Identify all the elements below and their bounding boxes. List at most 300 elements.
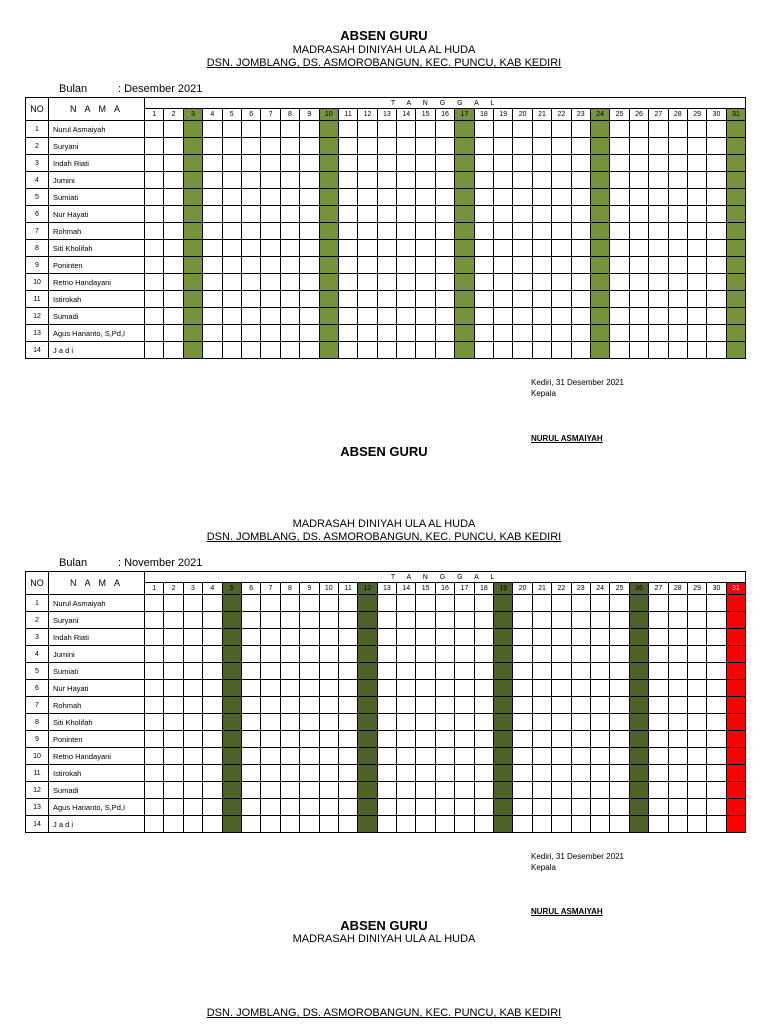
attendance-cell[interactable] (610, 155, 629, 172)
attendance-cell[interactable] (319, 155, 338, 172)
attendance-cell[interactable] (532, 138, 551, 155)
attendance-cell[interactable] (397, 595, 416, 612)
attendance-cell[interactable] (183, 646, 202, 663)
attendance-cell[interactable] (687, 240, 706, 257)
attendance-cell[interactable] (726, 646, 745, 663)
attendance-cell[interactable] (183, 121, 202, 138)
attendance-cell[interactable] (241, 782, 260, 799)
attendance-cell[interactable] (261, 595, 280, 612)
attendance-cell[interactable] (687, 274, 706, 291)
attendance-cell[interactable] (629, 697, 648, 714)
attendance-cell[interactable] (513, 325, 532, 342)
attendance-cell[interactable] (494, 731, 513, 748)
attendance-cell[interactable] (455, 782, 474, 799)
attendance-cell[interactable] (338, 799, 357, 816)
attendance-cell[interactable] (455, 155, 474, 172)
attendance-cell[interactable] (183, 257, 202, 274)
attendance-cell[interactable] (668, 748, 687, 765)
attendance-cell[interactable] (300, 595, 319, 612)
attendance-cell[interactable] (241, 663, 260, 680)
attendance-cell[interactable] (726, 325, 745, 342)
attendance-cell[interactable] (513, 308, 532, 325)
attendance-cell[interactable] (629, 765, 648, 782)
attendance-cell[interactable] (494, 697, 513, 714)
attendance-cell[interactable] (435, 595, 454, 612)
attendance-cell[interactable] (494, 240, 513, 257)
attendance-cell[interactable] (726, 206, 745, 223)
attendance-cell[interactable] (455, 680, 474, 697)
attendance-cell[interactable] (203, 714, 222, 731)
attendance-cell[interactable] (629, 138, 648, 155)
attendance-cell[interactable] (707, 291, 726, 308)
attendance-cell[interactable] (416, 223, 435, 240)
attendance-cell[interactable] (145, 274, 164, 291)
attendance-cell[interactable] (300, 782, 319, 799)
attendance-cell[interactable] (241, 274, 260, 291)
attendance-cell[interactable] (319, 748, 338, 765)
attendance-cell[interactable] (319, 714, 338, 731)
attendance-cell[interactable] (707, 325, 726, 342)
attendance-cell[interactable] (183, 595, 202, 612)
attendance-cell[interactable] (377, 138, 396, 155)
attendance-cell[interactable] (532, 765, 551, 782)
attendance-cell[interactable] (552, 680, 571, 697)
attendance-cell[interactable] (494, 680, 513, 697)
attendance-cell[interactable] (164, 138, 183, 155)
attendance-cell[interactable] (280, 748, 299, 765)
attendance-cell[interactable] (532, 308, 551, 325)
attendance-cell[interactable] (416, 257, 435, 274)
attendance-cell[interactable] (435, 172, 454, 189)
attendance-cell[interactable] (726, 680, 745, 697)
attendance-cell[interactable] (687, 731, 706, 748)
attendance-cell[interactable] (319, 325, 338, 342)
attendance-cell[interactable] (377, 680, 396, 697)
attendance-cell[interactable] (222, 274, 241, 291)
attendance-cell[interactable] (610, 612, 629, 629)
attendance-cell[interactable] (397, 748, 416, 765)
attendance-cell[interactable] (377, 342, 396, 359)
attendance-cell[interactable] (726, 697, 745, 714)
attendance-cell[interactable] (319, 240, 338, 257)
attendance-cell[interactable] (203, 274, 222, 291)
attendance-cell[interactable] (668, 816, 687, 833)
attendance-cell[interactable] (707, 206, 726, 223)
attendance-cell[interactable] (145, 765, 164, 782)
attendance-cell[interactable] (241, 680, 260, 697)
attendance-cell[interactable] (494, 816, 513, 833)
attendance-cell[interactable] (241, 748, 260, 765)
attendance-cell[interactable] (668, 172, 687, 189)
attendance-cell[interactable] (183, 680, 202, 697)
attendance-cell[interactable] (358, 121, 377, 138)
attendance-cell[interactable] (358, 342, 377, 359)
attendance-cell[interactable] (649, 680, 668, 697)
attendance-cell[interactable] (474, 816, 493, 833)
attendance-cell[interactable] (203, 155, 222, 172)
attendance-cell[interactable] (377, 799, 396, 816)
attendance-cell[interactable] (474, 172, 493, 189)
attendance-cell[interactable] (455, 308, 474, 325)
attendance-cell[interactable] (532, 646, 551, 663)
attendance-cell[interactable] (435, 138, 454, 155)
attendance-cell[interactable] (203, 257, 222, 274)
attendance-cell[interactable] (416, 816, 435, 833)
attendance-cell[interactable] (494, 257, 513, 274)
attendance-cell[interactable] (280, 325, 299, 342)
attendance-cell[interactable] (474, 325, 493, 342)
attendance-cell[interactable] (552, 799, 571, 816)
attendance-cell[interactable] (629, 240, 648, 257)
attendance-cell[interactable] (203, 206, 222, 223)
attendance-cell[interactable] (203, 223, 222, 240)
attendance-cell[interactable] (513, 714, 532, 731)
attendance-cell[interactable] (338, 663, 357, 680)
attendance-cell[interactable] (590, 291, 609, 308)
attendance-cell[interactable] (494, 629, 513, 646)
attendance-cell[interactable] (377, 782, 396, 799)
attendance-cell[interactable] (668, 663, 687, 680)
attendance-cell[interactable] (513, 731, 532, 748)
attendance-cell[interactable] (532, 121, 551, 138)
attendance-cell[interactable] (474, 629, 493, 646)
attendance-cell[interactable] (183, 138, 202, 155)
attendance-cell[interactable] (338, 680, 357, 697)
attendance-cell[interactable] (145, 680, 164, 697)
attendance-cell[interactable] (241, 223, 260, 240)
attendance-cell[interactable] (726, 172, 745, 189)
attendance-cell[interactable] (707, 240, 726, 257)
attendance-cell[interactable] (241, 325, 260, 342)
attendance-cell[interactable] (261, 748, 280, 765)
attendance-cell[interactable] (590, 646, 609, 663)
attendance-cell[interactable] (571, 612, 590, 629)
attendance-cell[interactable] (377, 325, 396, 342)
attendance-cell[interactable] (300, 138, 319, 155)
attendance-cell[interactable] (455, 189, 474, 206)
attendance-cell[interactable] (435, 291, 454, 308)
attendance-cell[interactable] (280, 240, 299, 257)
attendance-cell[interactable] (474, 646, 493, 663)
attendance-cell[interactable] (474, 731, 493, 748)
attendance-cell[interactable] (649, 646, 668, 663)
attendance-cell[interactable] (145, 816, 164, 833)
attendance-cell[interactable] (377, 291, 396, 308)
attendance-cell[interactable] (610, 816, 629, 833)
attendance-cell[interactable] (241, 595, 260, 612)
attendance-cell[interactable] (455, 595, 474, 612)
attendance-cell[interactable] (416, 325, 435, 342)
attendance-cell[interactable] (338, 155, 357, 172)
attendance-cell[interactable] (687, 748, 706, 765)
attendance-cell[interactable] (203, 816, 222, 833)
attendance-cell[interactable] (203, 731, 222, 748)
attendance-cell[interactable] (552, 714, 571, 731)
attendance-cell[interactable] (145, 308, 164, 325)
attendance-cell[interactable] (629, 782, 648, 799)
attendance-cell[interactable] (145, 240, 164, 257)
attendance-cell[interactable] (222, 816, 241, 833)
attendance-cell[interactable] (300, 680, 319, 697)
attendance-cell[interactable] (338, 646, 357, 663)
attendance-cell[interactable] (164, 291, 183, 308)
attendance-cell[interactable] (552, 121, 571, 138)
attendance-cell[interactable] (222, 663, 241, 680)
attendance-cell[interactable] (300, 172, 319, 189)
attendance-cell[interactable] (280, 257, 299, 274)
attendance-cell[interactable] (280, 799, 299, 816)
attendance-cell[interactable] (435, 663, 454, 680)
attendance-cell[interactable] (494, 612, 513, 629)
attendance-cell[interactable] (377, 731, 396, 748)
attendance-cell[interactable] (571, 257, 590, 274)
attendance-cell[interactable] (571, 274, 590, 291)
attendance-cell[interactable] (261, 274, 280, 291)
attendance-cell[interactable] (552, 291, 571, 308)
attendance-cell[interactable] (629, 612, 648, 629)
attendance-cell[interactable] (222, 612, 241, 629)
attendance-cell[interactable] (474, 223, 493, 240)
attendance-cell[interactable] (241, 612, 260, 629)
attendance-cell[interactable] (455, 325, 474, 342)
attendance-cell[interactable] (668, 799, 687, 816)
attendance-cell[interactable] (552, 223, 571, 240)
attendance-cell[interactable] (397, 697, 416, 714)
attendance-cell[interactable] (261, 172, 280, 189)
attendance-cell[interactable] (377, 121, 396, 138)
attendance-cell[interactable] (222, 308, 241, 325)
attendance-cell[interactable] (552, 257, 571, 274)
attendance-cell[interactable] (726, 308, 745, 325)
attendance-cell[interactable] (241, 155, 260, 172)
attendance-cell[interactable] (707, 663, 726, 680)
attendance-cell[interactable] (455, 240, 474, 257)
attendance-cell[interactable] (377, 308, 396, 325)
attendance-cell[interactable] (300, 799, 319, 816)
attendance-cell[interactable] (145, 748, 164, 765)
attendance-cell[interactable] (590, 308, 609, 325)
attendance-cell[interactable] (726, 121, 745, 138)
attendance-cell[interactable] (416, 697, 435, 714)
attendance-cell[interactable] (494, 189, 513, 206)
attendance-cell[interactable] (241, 731, 260, 748)
attendance-cell[interactable] (416, 155, 435, 172)
attendance-cell[interactable] (261, 342, 280, 359)
attendance-cell[interactable] (164, 308, 183, 325)
attendance-cell[interactable] (513, 121, 532, 138)
attendance-cell[interactable] (183, 748, 202, 765)
attendance-cell[interactable] (552, 206, 571, 223)
attendance-cell[interactable] (474, 257, 493, 274)
attendance-cell[interactable] (571, 646, 590, 663)
attendance-cell[interactable] (241, 714, 260, 731)
attendance-cell[interactable] (668, 240, 687, 257)
attendance-cell[interactable] (513, 612, 532, 629)
attendance-cell[interactable] (455, 172, 474, 189)
attendance-cell[interactable] (203, 782, 222, 799)
attendance-cell[interactable] (571, 189, 590, 206)
attendance-cell[interactable] (203, 138, 222, 155)
attendance-cell[interactable] (183, 172, 202, 189)
attendance-cell[interactable] (571, 697, 590, 714)
attendance-cell[interactable] (552, 748, 571, 765)
attendance-cell[interactable] (590, 325, 609, 342)
attendance-cell[interactable] (358, 257, 377, 274)
attendance-cell[interactable] (474, 206, 493, 223)
attendance-cell[interactable] (455, 612, 474, 629)
attendance-cell[interactable] (377, 189, 396, 206)
attendance-cell[interactable] (707, 172, 726, 189)
attendance-cell[interactable] (416, 172, 435, 189)
attendance-cell[interactable] (726, 257, 745, 274)
attendance-cell[interactable] (319, 697, 338, 714)
attendance-cell[interactable] (416, 274, 435, 291)
attendance-cell[interactable] (203, 342, 222, 359)
attendance-cell[interactable] (397, 765, 416, 782)
attendance-cell[interactable] (629, 646, 648, 663)
attendance-cell[interactable] (300, 257, 319, 274)
attendance-cell[interactable] (590, 629, 609, 646)
attendance-cell[interactable] (183, 291, 202, 308)
attendance-cell[interactable] (571, 595, 590, 612)
attendance-cell[interactable] (300, 629, 319, 646)
attendance-cell[interactable] (590, 172, 609, 189)
attendance-cell[interactable] (707, 799, 726, 816)
attendance-cell[interactable] (571, 663, 590, 680)
attendance-cell[interactable] (261, 308, 280, 325)
attendance-cell[interactable] (552, 663, 571, 680)
attendance-cell[interactable] (455, 714, 474, 731)
attendance-cell[interactable] (726, 731, 745, 748)
attendance-cell[interactable] (280, 138, 299, 155)
attendance-cell[interactable] (261, 155, 280, 172)
attendance-cell[interactable] (494, 342, 513, 359)
attendance-cell[interactable] (532, 155, 551, 172)
attendance-cell[interactable] (397, 782, 416, 799)
attendance-cell[interactable] (532, 325, 551, 342)
attendance-cell[interactable] (377, 257, 396, 274)
attendance-cell[interactable] (397, 342, 416, 359)
attendance-cell[interactable] (532, 595, 551, 612)
attendance-cell[interactable] (707, 731, 726, 748)
attendance-cell[interactable] (649, 206, 668, 223)
attendance-cell[interactable] (416, 680, 435, 697)
attendance-cell[interactable] (590, 782, 609, 799)
attendance-cell[interactable] (338, 240, 357, 257)
attendance-cell[interactable] (513, 799, 532, 816)
attendance-cell[interactable] (358, 782, 377, 799)
attendance-cell[interactable] (513, 663, 532, 680)
attendance-cell[interactable] (532, 629, 551, 646)
attendance-cell[interactable] (416, 595, 435, 612)
attendance-cell[interactable] (416, 663, 435, 680)
attendance-cell[interactable] (203, 612, 222, 629)
attendance-cell[interactable] (707, 308, 726, 325)
attendance-cell[interactable] (319, 308, 338, 325)
attendance-cell[interactable] (707, 748, 726, 765)
attendance-cell[interactable] (241, 629, 260, 646)
attendance-cell[interactable] (687, 155, 706, 172)
attendance-cell[interactable] (183, 799, 202, 816)
attendance-cell[interactable] (571, 748, 590, 765)
attendance-cell[interactable] (474, 765, 493, 782)
attendance-cell[interactable] (552, 595, 571, 612)
attendance-cell[interactable] (338, 612, 357, 629)
attendance-cell[interactable] (726, 816, 745, 833)
attendance-cell[interactable] (203, 680, 222, 697)
attendance-cell[interactable] (571, 172, 590, 189)
attendance-cell[interactable] (629, 799, 648, 816)
attendance-cell[interactable] (397, 121, 416, 138)
attendance-cell[interactable] (397, 663, 416, 680)
attendance-cell[interactable] (610, 206, 629, 223)
attendance-cell[interactable] (280, 172, 299, 189)
attendance-cell[interactable] (687, 138, 706, 155)
attendance-cell[interactable] (687, 799, 706, 816)
attendance-cell[interactable] (435, 697, 454, 714)
attendance-cell[interactable] (397, 172, 416, 189)
attendance-cell[interactable] (397, 629, 416, 646)
attendance-cell[interactable] (164, 697, 183, 714)
attendance-cell[interactable] (261, 206, 280, 223)
attendance-cell[interactable] (649, 189, 668, 206)
attendance-cell[interactable] (300, 646, 319, 663)
attendance-cell[interactable] (649, 697, 668, 714)
attendance-cell[interactable] (397, 646, 416, 663)
attendance-cell[interactable] (552, 342, 571, 359)
attendance-cell[interactable] (397, 240, 416, 257)
attendance-cell[interactable] (474, 663, 493, 680)
attendance-cell[interactable] (358, 697, 377, 714)
attendance-cell[interactable] (494, 325, 513, 342)
attendance-cell[interactable] (261, 629, 280, 646)
attendance-cell[interactable] (610, 223, 629, 240)
attendance-cell[interactable] (164, 765, 183, 782)
attendance-cell[interactable] (145, 697, 164, 714)
attendance-cell[interactable] (687, 172, 706, 189)
attendance-cell[interactable] (300, 816, 319, 833)
attendance-cell[interactable] (164, 223, 183, 240)
attendance-cell[interactable] (300, 731, 319, 748)
attendance-cell[interactable] (145, 291, 164, 308)
attendance-cell[interactable] (358, 291, 377, 308)
attendance-cell[interactable] (455, 257, 474, 274)
attendance-cell[interactable] (707, 223, 726, 240)
attendance-cell[interactable] (397, 799, 416, 816)
attendance-cell[interactable] (571, 799, 590, 816)
attendance-cell[interactable] (571, 680, 590, 697)
attendance-cell[interactable] (455, 274, 474, 291)
attendance-cell[interactable] (261, 816, 280, 833)
attendance-cell[interactable] (222, 325, 241, 342)
attendance-cell[interactable] (377, 274, 396, 291)
attendance-cell[interactable] (707, 629, 726, 646)
attendance-cell[interactable] (552, 816, 571, 833)
attendance-cell[interactable] (319, 291, 338, 308)
attendance-cell[interactable] (145, 629, 164, 646)
attendance-cell[interactable] (358, 172, 377, 189)
attendance-cell[interactable] (280, 595, 299, 612)
attendance-cell[interactable] (455, 816, 474, 833)
attendance-cell[interactable] (416, 748, 435, 765)
attendance-cell[interactable] (164, 121, 183, 138)
attendance-cell[interactable] (668, 765, 687, 782)
attendance-cell[interactable] (649, 799, 668, 816)
attendance-cell[interactable] (610, 325, 629, 342)
attendance-cell[interactable] (377, 155, 396, 172)
attendance-cell[interactable] (552, 731, 571, 748)
attendance-cell[interactable] (610, 629, 629, 646)
